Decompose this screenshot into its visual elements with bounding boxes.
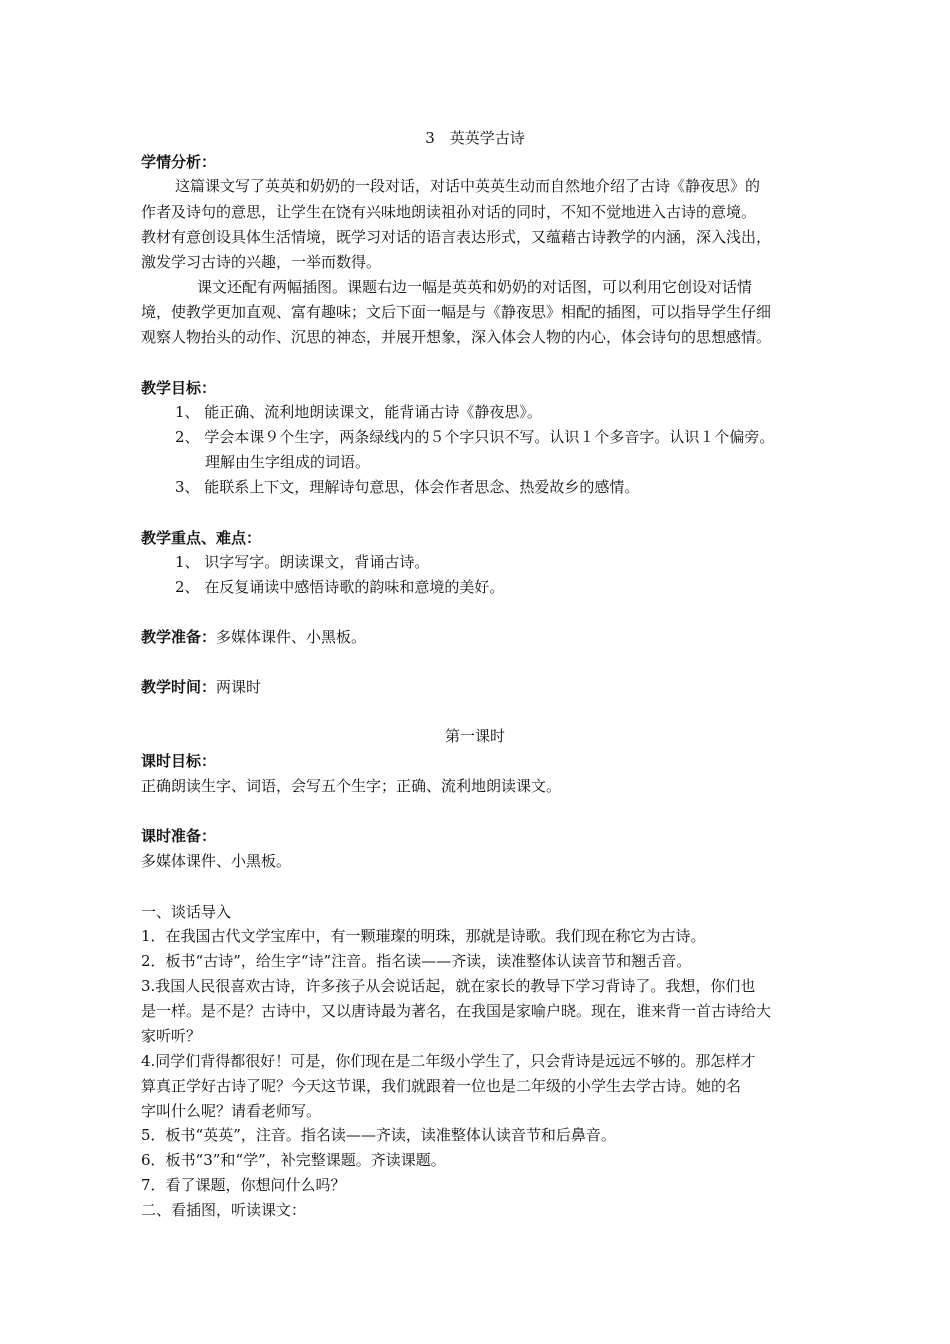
step-line: 3.我国人民很喜欢古诗，许多孩子从会说话起，就在家长的教导下学习背诗了。我想，你们也	[141, 977, 756, 995]
analysis-line: 课文还配有两幅插图。课题右边一幅是英英和奶奶的对话图，可以利用它创设对话情	[197, 278, 753, 296]
analysis-line: 境，使教学更加直观、富有趣味；文后下面一幅是与《静夜思》相配的插图，可以指导学生仔细	[141, 303, 772, 321]
step-line: 是一样。是不是？古诗中，又以唐诗最为著名，在我国是家喻户晓。现在，谁来背一首古诗给大	[141, 1002, 772, 1020]
time-value: 两课时	[216, 678, 262, 696]
goals-heading: 教学目标：	[141, 379, 217, 397]
step-line: 1．在我国古代文学宝库中，有一颗璀璨的明珠，那就是诗歌。我们现在称它为古诗。	[141, 927, 706, 945]
step-line: 5．板书“英英”，注音。指名读——齐读，读准整体认读音节和后鼻音。	[141, 1126, 616, 1144]
goal-item: 理解由生字组成的词语。	[205, 453, 371, 471]
prep-line	[141, 626, 366, 648]
analysis-line: 作者及诗句的意思，让学生在饶有兴味地朗读祖孙对话的同时，不知不觉地进入古诗的意境。	[141, 203, 757, 221]
step-line: 字叫什么呢？请看老师写。	[141, 1102, 322, 1120]
prep-value: 多媒体课件、小黑板。	[216, 628, 367, 646]
key-point-item: 2、 在反复诵读中感悟诗歌的韵味和意境的美好。	[175, 578, 505, 596]
key-points-heading: 教学重点、难点：	[141, 529, 262, 547]
goal-item: 2、 学会本课９个生字，两条绿线内的５个字只识不写。认识１个多音字。认识１个偏旁。	[175, 428, 775, 446]
prep-label: 教学准备：	[141, 628, 217, 646]
section1-heading: 一、谈话导入	[141, 903, 232, 921]
step-line: 家听听？	[141, 1027, 202, 1045]
step-line: 6．板书“3”和“学”，补完整课题。齐读课题。	[141, 1151, 446, 1169]
step-line: 2．板书“古诗”，给生字“诗”注音。指名读——齐读，读准整体认读音节和翘舌音。	[141, 952, 692, 970]
step-line: 4.同学们背得都很好！可是，你们现在是二年级小学生了，只会背诗是远远不够的。那怎样才	[141, 1052, 756, 1070]
goal-item: 3、 能联系上下文，理解诗句意思，体会作者思念、热爱故乡的感情。	[175, 478, 640, 496]
step-line: 算真正学好古诗了呢？今天这节课，我们就跟着一位也是二年级的小学生去学古诗。她的名	[141, 1077, 742, 1095]
time-line	[141, 676, 261, 698]
analysis-line: 这篇课文写了英英和奶奶的一段对话，对话中英英生动而自然地介绍了古诗《静夜思》的	[175, 177, 761, 195]
key-point-item: 1、 识字写字。朗读课文，背诵古诗。	[175, 553, 430, 571]
step-line: 7．看了课题，你想问什么吗？	[141, 1176, 346, 1194]
analysis-heading: 学情分析：	[141, 153, 217, 171]
analysis-line: 观察人物抬头的动作、沉思的神态，并展开想象，深入体会人物的内心，体会诗句的思想感情。	[141, 328, 772, 346]
analysis-line: 教材有意创设具体生活情境，既学习对话的语言表达形式，又蕴藉古诗教学的内涵，深入浅出，	[141, 228, 772, 246]
lesson1-goal-text: 正确朗读生字、词语，会写五个生字；正确、流利地朗读课文。	[141, 777, 562, 795]
analysis-line: 激发学习古诗的兴趣，一举而数得。	[141, 253, 382, 271]
document-title: 3 英英学古诗	[425, 129, 525, 147]
lesson1-title: 第一课时	[444, 727, 505, 745]
lesson1-goal-heading: 课时目标：	[141, 752, 217, 770]
time-label: 教学时间：	[141, 678, 217, 696]
goal-item: 1、 能正确、流利地朗读课文，能背诵古诗《静夜思》。	[175, 403, 542, 421]
lesson1-prep-heading: 课时准备：	[141, 827, 217, 845]
lesson1-prep-text: 多媒体课件、小黑板。	[141, 852, 292, 870]
section2-heading: 二、看插图，听读课文：	[141, 1201, 307, 1219]
